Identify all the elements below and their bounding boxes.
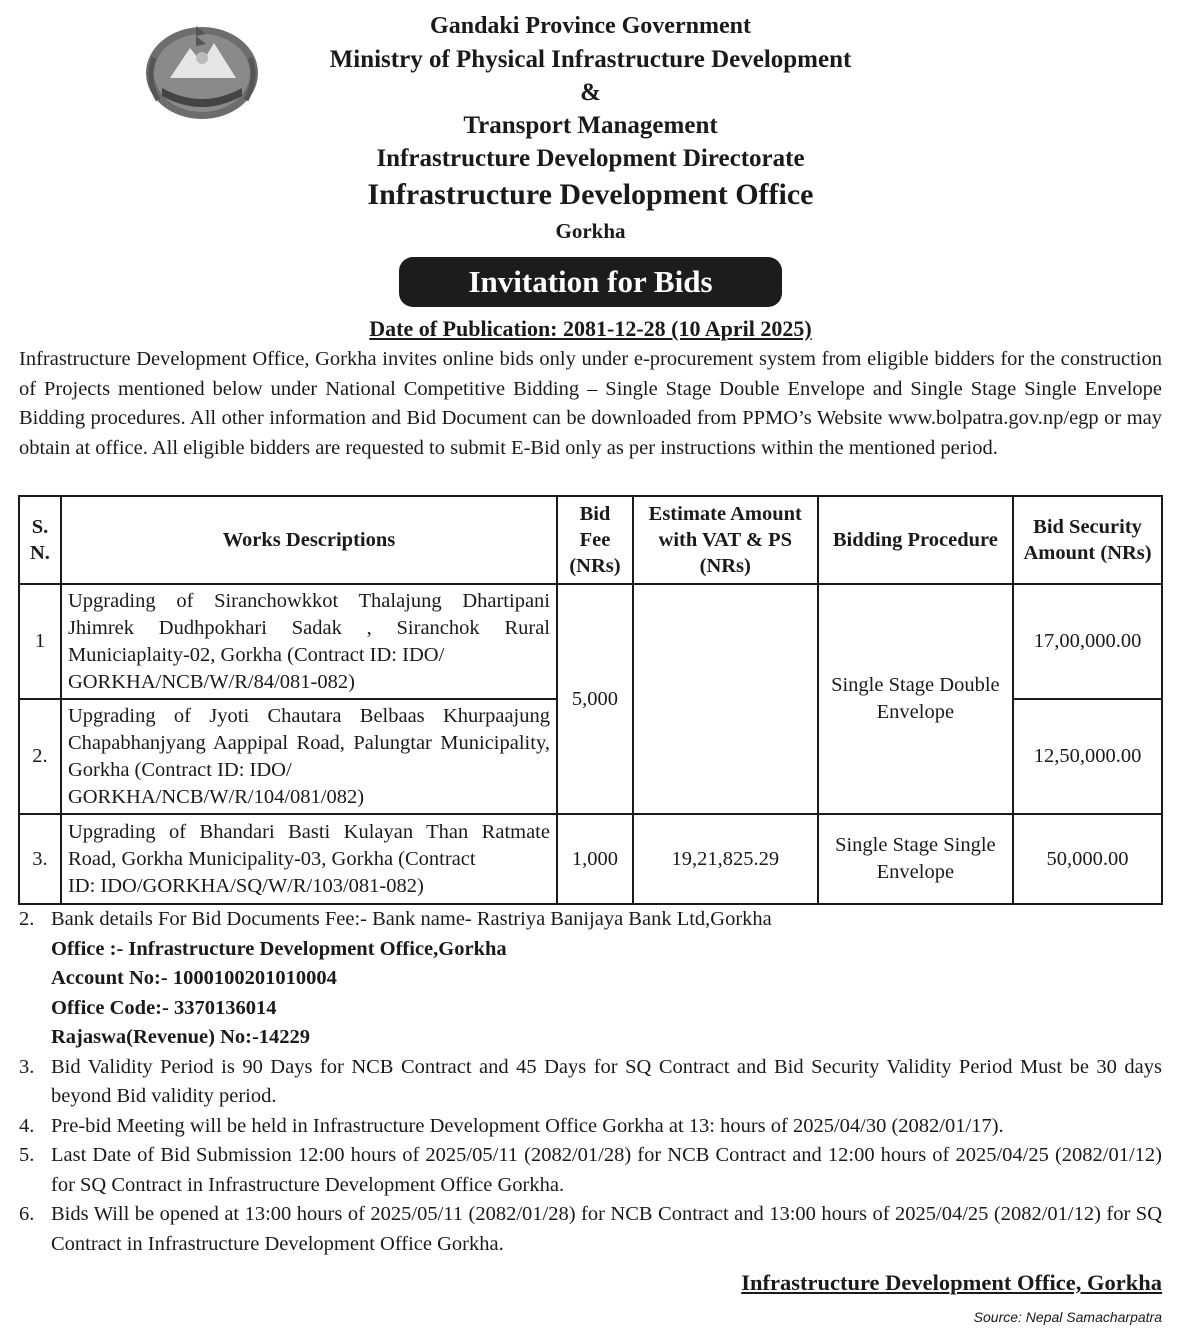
row-works-text: Upgrading of Bhandari Basti Kulayan Than Ratmate Road, Gorkha Municipality-03, Gorkha (Contract	[67, 820, 550, 870]
bank-office: Office :- Infrastructure Development Office,Gorkha	[51, 937, 507, 960]
row-estimate-empty	[633, 584, 818, 814]
header-line-ampersand: &	[580, 79, 601, 106]
note-text: Bank details For Bid Documents Fee:- Bank name- Rastriya Banijaya Bank Ltd,Gorkha	[51, 908, 772, 930]
row-works	[61, 814, 557, 904]
row-security: 50,000.00	[1013, 814, 1162, 904]
note-number: 3.	[19, 1055, 35, 1078]
bank-account: Account No:- 1000100201010004	[51, 967, 337, 989]
row-works-text: Upgrading of Jyoti Chautara Belbaas Khurpaajung Chapabhanjyang Aappipal Road, Palungtar Municipality, Gorkha (Contract ID: IDO/	[67, 704, 550, 781]
header-line-province: Gandaki Province Government	[430, 13, 751, 39]
note-text: Bids Will be opened at 13:00 hours of 2025/05/11 (2082/01/28) for NCB Contract and 13:00 hours of 2025/04/25 (2082/01/12) for SQ Contract in Infrastructure Development Office Gorkha.	[51, 1203, 1162, 1255]
note-number: 4.	[19, 1114, 35, 1137]
row-works	[61, 584, 557, 699]
note-text: Last Date of Bid Submission 12:00 hours of 2025/05/11 (2082/01/28) for NCB Contract and 12:00 hours of 2025/04/25 (2082/01/12) for SQ Contract in Infrastructure Development Office Gorkha.	[51, 1144, 1162, 1196]
row-bid-fee: 1,000	[557, 814, 633, 904]
row-works	[61, 699, 557, 814]
invitation-banner: Invitation for Bids	[399, 257, 782, 307]
note-item	[19, 1141, 1162, 1200]
bank-office-code: Office Code:- 3370136014	[51, 996, 277, 1019]
header-works: Works Descriptions	[61, 496, 557, 584]
notice-header	[0, 10, 1181, 247]
note-number: 5.	[19, 1144, 35, 1166]
publication-date: Date of Publication: 2081-12-28 (10 April 2025)	[369, 316, 812, 341]
row-bid-fee-merged: 5,000	[557, 584, 633, 814]
table-row	[19, 584, 1162, 699]
header-procedure: Bidding Procedure	[818, 496, 1014, 584]
row-sn: 1	[19, 584, 61, 699]
bids-table	[18, 495, 1163, 905]
row-security: 17,00,000.00	[1013, 584, 1162, 699]
signoff-office: Infrastructure Development Office, Gorkha	[741, 1270, 1162, 1295]
header-line-district: Gorkha	[555, 219, 626, 243]
note-item	[19, 1200, 1162, 1259]
row-works-contract: GORKHA/NCB/W/R/84/081-082)	[67, 670, 355, 693]
row-sn: 2.	[19, 699, 61, 814]
table-row	[19, 814, 1162, 904]
header-sn: S. N.	[19, 496, 61, 584]
note-item	[19, 1112, 1162, 1142]
header-line-directorate: Infrastructure Development Directorate	[376, 145, 805, 172]
header-line-ministry: Ministry of Physical Infrastructure Development	[329, 46, 852, 73]
note-item	[19, 905, 1162, 935]
header-bid-fee: Bid Fee (NRs)	[557, 496, 633, 584]
header-line-office: Infrastructure Development Office	[367, 178, 814, 211]
row-security: 12,50,000.00	[1013, 699, 1162, 814]
header-line-transport: Transport Management	[463, 112, 718, 139]
note-number: 6.	[19, 1203, 35, 1225]
row-sn: 3.	[19, 814, 61, 904]
note-text: Bid Validity Period is 90 Days for NCB Contract and 45 Days for SQ Contract and Bid Security Validity Period Must be 30 days beyond Bid validity period.	[51, 1055, 1162, 1107]
row-works-contract: ID: IDO/GORKHA/SQ/W/R/103/081-082)	[67, 874, 424, 897]
intro-paragraph: Infrastructure Development Office, Gorkha invites online bids only under e-procurement system from eligible bidders for the construction of Projects mentioned below under National Competitive Bidding – Single Stage Double Envelope and Single Stage Single Envelope Bidding procedures. All other information and Bid Document can be downloaded from PPMO’s Website www.bolpatra.gov.np/egp or may obtain at office. All eligible bidders are requested to submit E-Bid only as per instructions within the mentioned period.	[19, 348, 1162, 459]
row-procedure-merged: Single Stage Double Envelope	[818, 584, 1014, 814]
note-item	[19, 1053, 1162, 1112]
note-text: Pre-bid Meeting will be held in Infrastructure Development Office Gorkha at 13: hours of 2025/04/30 (2082/01/17).	[51, 1114, 1004, 1137]
row-procedure: Single Stage Single Envelope	[818, 814, 1014, 904]
header-estimate: Estimate Amount with VAT & PS (NRs)	[633, 496, 818, 584]
row-works-contract: GORKHA/NCB/W/R/104/081/082)	[67, 785, 365, 808]
notes-list	[19, 905, 1162, 1259]
note-number: 2.	[19, 908, 35, 930]
row-works-text: Upgrading of Siranchowkkot Thalajung Dhartipani Jhimrek Dudhpokhari Sadak , Siranchok Rural Municiaplaity-02, Gorkha (Contract ID: IDO/	[67, 589, 550, 666]
source-credit: Source: Nepal Samacharpatra	[973, 1309, 1162, 1325]
row-estimate: 19,21,825.29	[633, 814, 818, 904]
header-security: Bid Security Amount (NRs)	[1013, 496, 1162, 584]
table-header-row	[19, 496, 1162, 584]
bank-revenue-no: Rajaswa(Revenue) No:-14229	[51, 1026, 311, 1048]
